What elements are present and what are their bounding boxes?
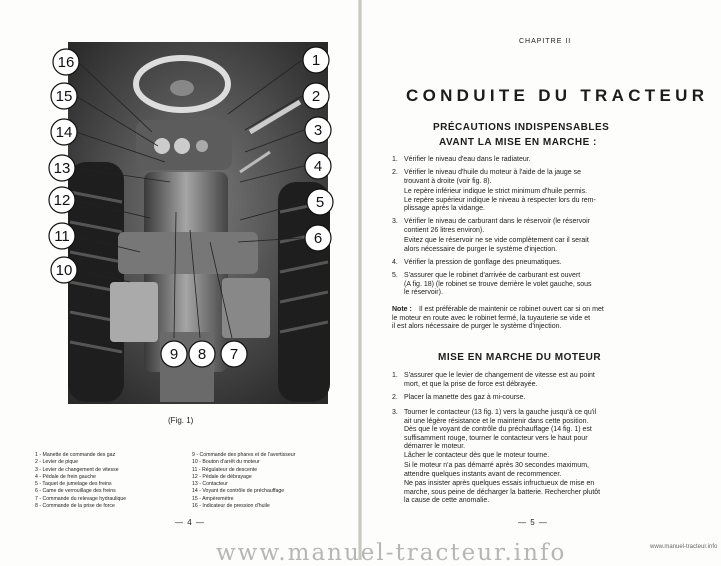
figure-caption: (Fig. 1) (168, 416, 194, 425)
legend-item: 10 - Bouton d'arrêt du moteur (192, 459, 260, 466)
svg-text:2: 2 (311, 88, 321, 105)
callout-3 (305, 117, 331, 143)
legend-item: 14 - Voyant de contrôle de préchauffage (192, 488, 285, 495)
section-title-startup: MISE EN MARCHE DU MOTEUR (438, 352, 602, 363)
list-number: 2. (392, 394, 398, 401)
note-label: Note : (392, 306, 412, 313)
list-number: 3. (392, 218, 398, 225)
page-number-left: — 4 — (175, 518, 205, 527)
svg-text:16: 16 (57, 54, 75, 71)
svg-text:14: 14 (55, 124, 73, 141)
legend-item: 4 - Pédale de frein gauche (35, 473, 96, 480)
callout-4 (305, 153, 331, 179)
svg-text:7: 7 (229, 346, 239, 363)
legend-item: 8 - Commande de la prise de force (35, 503, 115, 510)
callout-1 (303, 47, 329, 73)
list-text: Vérifier le niveau d'eau dans le radiateur. (404, 156, 531, 163)
list-text: attendre quelques instants avant de recommencer. (404, 470, 562, 478)
callout-9 (161, 341, 187, 367)
list-number: 2. (392, 169, 398, 176)
list-text: alors nécessaire de purger le système d'injection. (404, 245, 558, 253)
list-text: S'assurer que le robinet d'arrivée de carburant est ouvert (404, 272, 581, 279)
callout-11 (49, 223, 75, 249)
list-text: Dès que le voyant de contrôle du préchauffage (14 fig. 1) est (404, 426, 592, 434)
svg-text:5: 5 (315, 194, 325, 211)
list-text: démarrer le moteur. (404, 443, 466, 451)
callout-15 (51, 83, 77, 109)
list-text: Le repère supérieur indique le niveau à respecter lors du rem- (404, 196, 596, 204)
svg-text:1: 1 (311, 52, 321, 69)
callout-16 (53, 49, 79, 75)
legend-left (35, 452, 126, 510)
legend-item: 11 - Régulateur de descente (192, 466, 258, 473)
legend-item: 12 - Pédale de débrayage (192, 473, 252, 480)
svg-text:3: 3 (313, 122, 323, 139)
section-title-precautions-line2: AVANT LA MISE EN MARCHE : (439, 137, 597, 148)
legend-item: 1 - Manette de commande des gaz (35, 452, 116, 458)
list-text: ait une légère résistance et le maintenir dans cette position. (404, 417, 589, 425)
list-text: Si le moteur n'a pas démarré après 30 secondes maximum, (404, 462, 589, 469)
list-text: contient 26 litres environ). (404, 226, 485, 234)
list-text: Vérifier la pression de gonflage des pneumatiques. (404, 259, 562, 266)
callout-7 (221, 341, 247, 367)
note-text: Il est préférable de maintenir ce robinet ouvert car si on met (419, 306, 604, 313)
page-number-right: — 5 — (518, 518, 548, 527)
list-number: 1. (392, 372, 398, 379)
svg-text:4: 4 (313, 158, 323, 175)
right-page (360, 0, 721, 560)
list-number: 4. (392, 259, 398, 266)
list-number: 1. (392, 156, 398, 163)
list-text: Tourner le contacteur (13 fig. 1) vers la gauche jusqu'à ce qu'il (404, 409, 597, 416)
list-text: Vérifier le niveau de carburant dans le réservoir (le réservoir (404, 218, 590, 225)
list-text: Le repère inférieur indique le strict minimum d'huile permis. (404, 188, 588, 195)
legend-item: 9 - Commande des phares et de l'avertisseur (192, 452, 296, 458)
note-text: le moteur en route avec le robinet fermé, la tuyauterie se vide et (392, 314, 591, 322)
svg-text:9: 9 (169, 346, 179, 363)
list-text: Ne pas insister après quelques essais infructueux de mise en (404, 480, 595, 487)
callout-13 (49, 155, 75, 181)
svg-text:13: 13 (53, 160, 71, 177)
svg-text:8: 8 (197, 346, 207, 363)
callout-8 (189, 341, 215, 367)
watermark: www.manuel-tracteur.info (216, 540, 567, 566)
chapter-label: CHAPITRE II (519, 38, 572, 45)
legend-item: 15 - Ampèremètre (192, 495, 234, 502)
legend-item: 5 - Taquet de jumelage des freins (35, 481, 112, 488)
list-text: Placer la manette des gaz à mi-course. (404, 394, 526, 401)
tractor-photo (40, 42, 356, 404)
site-url: www.manuel-tracteur.info (650, 544, 718, 550)
legend-item: 3 - Levier de changement de vitesse (35, 466, 119, 473)
list-text: la cause de cette anomalie. (404, 497, 490, 505)
svg-text:11: 11 (54, 228, 70, 245)
note-text: il est alors nécessaire de purger le système d'injection. (392, 323, 562, 331)
list-text: marche, sous peine de décharger la batterie. Rechercher plutôt (404, 488, 601, 496)
callout-5 (307, 189, 333, 215)
list-text: (A fig. 18) (le robinet se trouve derrière le volet gauche, sous (404, 280, 592, 288)
svg-text:10: 10 (55, 262, 73, 279)
list-number: 3. (392, 409, 398, 416)
list-text: mort, et que la prise de force est débrayée. (404, 380, 538, 388)
svg-text:15: 15 (55, 88, 73, 105)
list-text: Vérifier le niveau d'huile du moteur à l'aide de la jauge se (404, 169, 582, 176)
legend-item: 6 - Came de verrouillage des freins (35, 488, 116, 495)
list-text: plissage après la vidange. (404, 205, 485, 213)
list-text: Lâcher le contacteur dès que le moteur tourne. (404, 452, 550, 459)
page-title: CONDUITE DU TRACTEUR (406, 86, 709, 105)
list-text: Evitez que le réservoir ne se vide complètement car il serait (404, 237, 589, 244)
legend-item: 7 - Commande du relevage hydraulique (35, 495, 127, 502)
list-text: le réservoir). (404, 289, 443, 297)
legend-right (192, 452, 295, 510)
callout-10 (51, 257, 77, 283)
svg-text:12: 12 (53, 192, 71, 209)
callout-12 (49, 187, 75, 213)
callout-14 (51, 119, 77, 145)
left-page (0, 0, 360, 560)
list-number: 5. (392, 272, 398, 279)
list-text: trouvant à droite (voir fig. 8). (404, 177, 492, 185)
svg-text:6: 6 (313, 230, 323, 247)
legend-item: 2 - Levier de pique (35, 459, 78, 466)
callout-2 (303, 83, 329, 109)
list-text: suffisamment rouge, tourner le contacteur vers le haut pour (404, 434, 588, 442)
legend-item: 16 - Indicateur de pression d'huile (192, 503, 270, 510)
legend-item: 13 - Contacteur (192, 481, 228, 488)
list-text: S'assurer que le levier de changement de vitesse est au point (404, 372, 595, 379)
section-title-precautions-line1: PRÉCAUTIONS INDISPENSABLES (433, 122, 610, 133)
callout-6 (305, 225, 331, 251)
